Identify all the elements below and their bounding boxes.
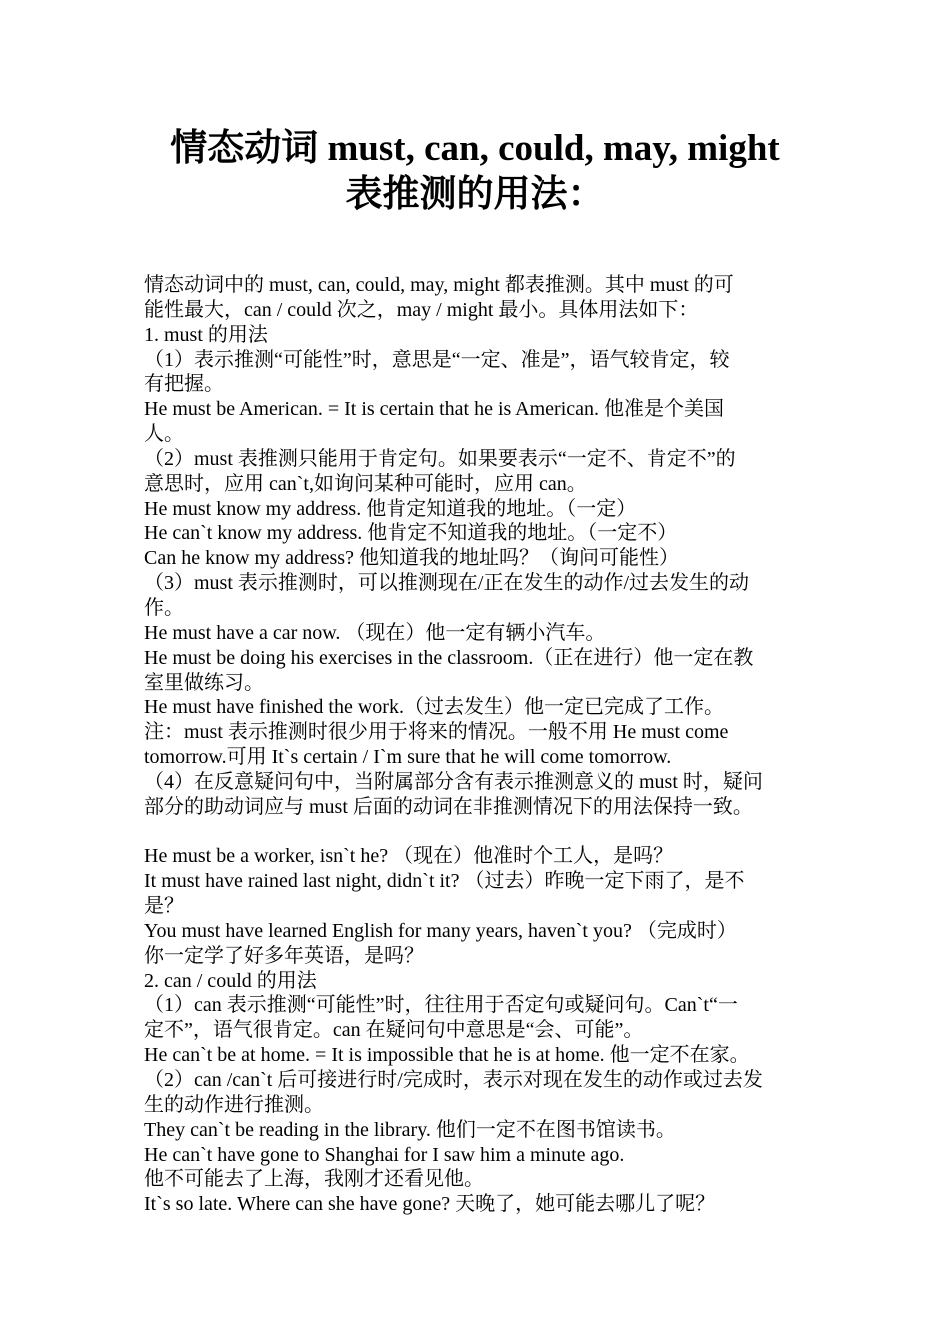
- example-line: He must be doing his exercises in the classroom.（正在进行）他一定在教: [144, 646, 754, 669]
- text-line: 有把握。: [144, 373, 224, 396]
- text-line: 能性最大，can / could 次之，may / might 最小。具体用法如下：: [144, 298, 699, 321]
- example-line: 他不可能去了上海，我刚才还看见他。: [144, 1168, 484, 1191]
- text-line: 定不”，语气很肯定。can 在疑问句中意思是“会、可能”。: [144, 1019, 644, 1042]
- text-line: （2）must 表推测只能用于肯定句。如果要表示“一定不、肯定不”的: [144, 447, 736, 470]
- text-line: 生的动作进行推测。: [144, 1093, 324, 1116]
- text-line: 情态动词中的 must, can, could, may, might 都表推测。其中 must 的可: [144, 274, 734, 296]
- note-line: 注：must 表示推测时很少用于将来的情况。一般不用 He must come: [144, 721, 729, 744]
- text-line: 作。: [144, 596, 184, 619]
- example-line: 人。: [144, 423, 184, 446]
- example-line: He must have a car now. （现在）他一定有辆小汽车。: [144, 621, 606, 644]
- body-text: [144, 273, 812, 1217]
- section-heading-can-could: 2. can / could 的用法: [144, 969, 317, 992]
- title-line-2: 表推测的用法：: [345, 174, 605, 215]
- note-line: tomorrow.可用 It`s certain / I`m sure that he will come tomorrow.: [144, 746, 672, 769]
- example-line: You must have learned English for many years, haven`t you? （完成时）: [144, 919, 737, 942]
- text-line: （2）can /can`t 后可接进行时/完成时，表示对现在发生的动作或过去发: [144, 1069, 763, 1091]
- text-line: （1）表示推测“可能性”时，意思是“一定、准是”，语气较肯定，较: [144, 348, 730, 371]
- blank-line: [144, 820, 812, 845]
- example-line: He must know my address. 他肯定知道我的地址。（一定）: [144, 497, 637, 520]
- example-line: He must be a worker, isn`t he? （现在）他准时个工人，是吗？: [144, 845, 674, 868]
- title-line-1: 情态动词 must, can, could, may, might: [170, 128, 780, 169]
- text-line: （4）在反意疑问句中，当附属部分含有表示推测意义的 must 时，疑问: [144, 770, 763, 793]
- example-line: 是？: [144, 895, 184, 918]
- example-line: It must have rained last night, didn`t it? （过去）昨晚一定下雨了，是不: [144, 870, 745, 893]
- example-line: He can`t have gone to Shanghai for I saw him a minute ago.: [144, 1143, 625, 1166]
- example-line: Can he know my address? 他知道我的地址吗？（询问可能性）: [144, 547, 679, 570]
- text-line: 部分的助动词应与 must 后面的动词在非推测情况下的用法保持一致。: [144, 795, 753, 818]
- example-line: He must be American. = It is certain that he is American. 他准是个美国: [144, 398, 725, 421]
- example-line: It`s so late. Where can she have gone? 天晚了，她可能去哪儿了呢？: [144, 1193, 716, 1216]
- text-line: （1）can 表示推测“可能性”时，往往用于否定句或疑问句。Can`t“一: [144, 994, 738, 1017]
- example-line: 你一定学了好多年英语，是吗？: [144, 944, 424, 967]
- example-line: He must have finished the work.（过去发生）他一定已完成了工作。: [144, 696, 724, 719]
- text-line: （3）must 表示推测时，可以推测现在/正在发生的动作/过去发生的动: [144, 572, 750, 595]
- text-line: 意思时，应用 can`t,如询问某种可能时，应用 can。: [144, 472, 587, 495]
- page-title: [100, 126, 850, 218]
- section-heading-must: 1. must 的用法: [144, 323, 268, 346]
- example-line: He can`t know my address. 他肯定不知道我的地址。（一定不）: [144, 522, 678, 545]
- example-line: They can`t be reading in the library. 他们一定不在图书馆读书。: [144, 1118, 676, 1141]
- example-line: He can`t be at home. = It is impossible that he is at home. 他一定不在家。: [144, 1044, 750, 1067]
- example-line: 室里做练习。: [144, 671, 264, 694]
